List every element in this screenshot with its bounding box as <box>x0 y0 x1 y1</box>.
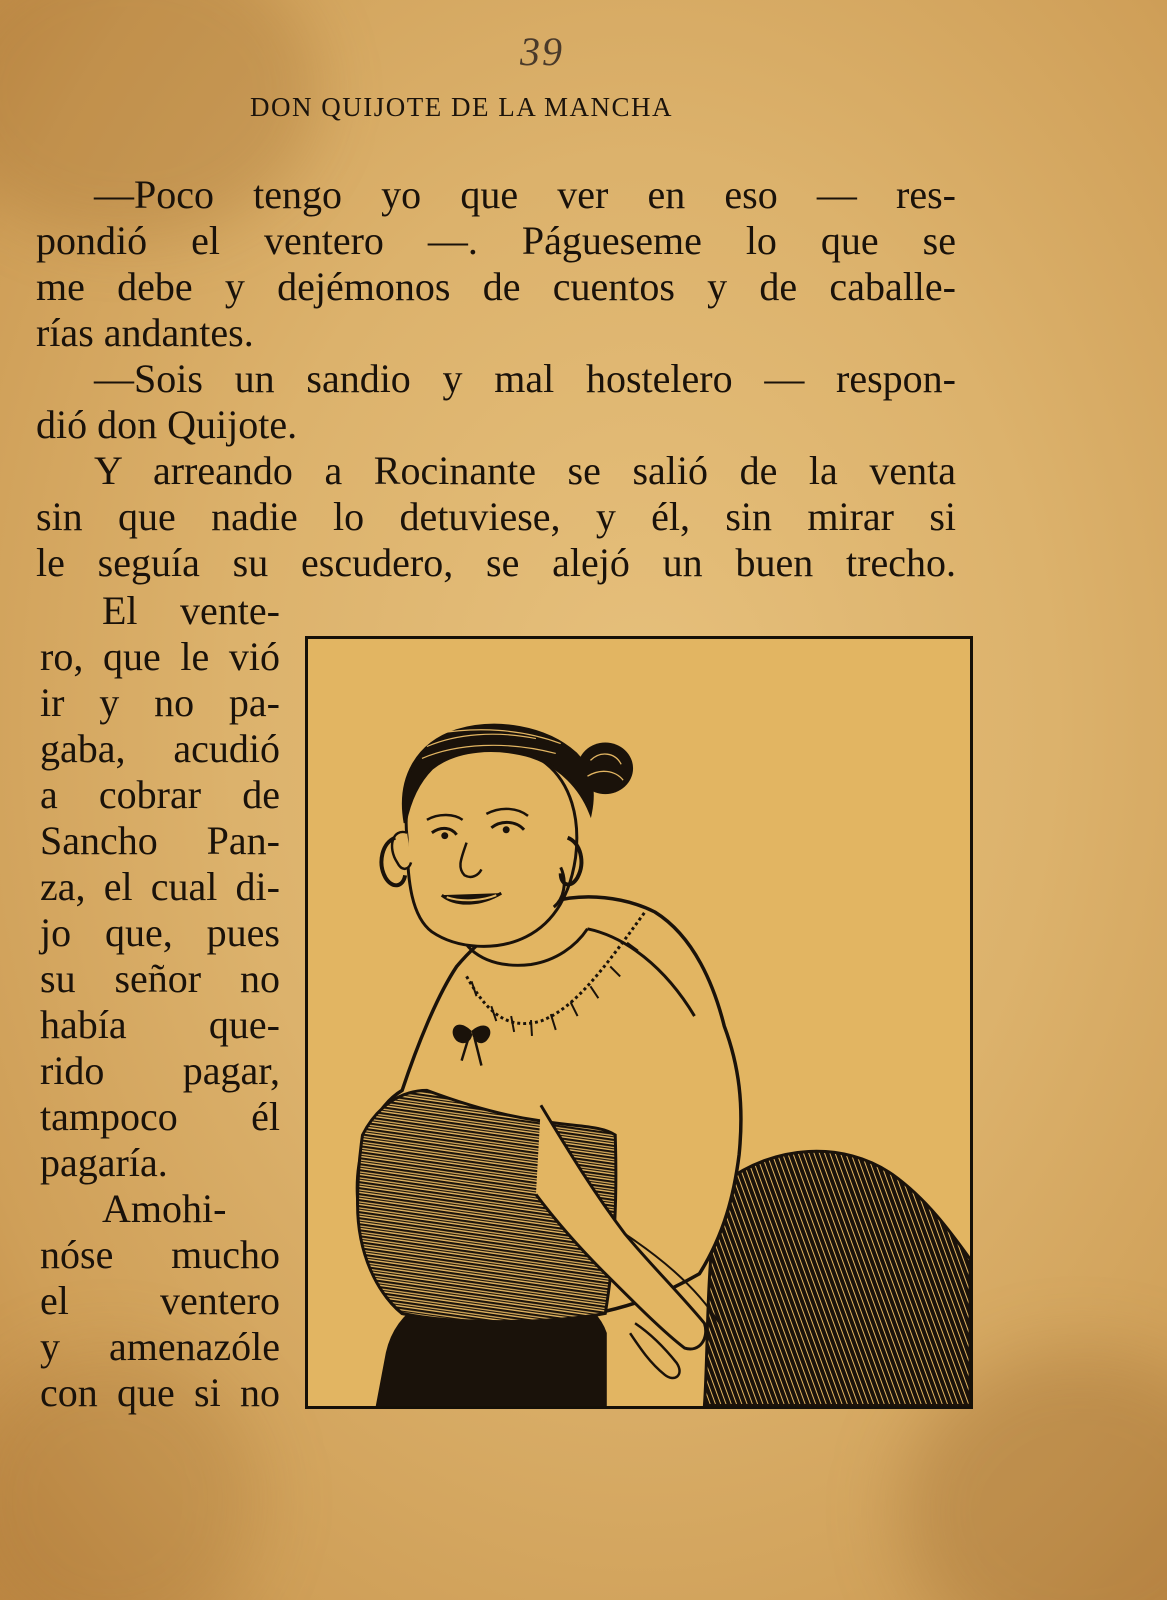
column-line: con que si no <box>40 1370 280 1415</box>
text-line: dió don Quijote. <box>36 402 298 447</box>
column-line: el ventero <box>40 1278 280 1323</box>
page-number: 39 <box>520 29 564 74</box>
text-line: —Sois un sandio y mal hostelero — respon- <box>94 356 956 401</box>
column-line: za, el cual di- <box>40 864 280 909</box>
column-line: su señor no <box>40 956 280 1001</box>
text-line: —Poco tengo yo que ver en eso — res- <box>94 172 956 217</box>
text-line: pondió el ventero —. Págueseme lo que se <box>36 218 956 263</box>
text-line: me debe y dejémonos de cuentos y de caballe- <box>36 264 956 309</box>
column-line: y amenazóle <box>40 1324 280 1369</box>
column-line: había que- <box>40 1002 280 1047</box>
column-line: pagaría. <box>40 1140 168 1185</box>
illustration-plate <box>305 636 973 1409</box>
column-line: Sancho Pan- <box>40 818 280 863</box>
woman-illustration <box>308 639 970 1406</box>
column-line: ro, que le vió <box>40 634 280 679</box>
text-line: sin que nadie lo detuviese, y él, sin mirar si <box>36 494 956 539</box>
column-line: gaba, acudió <box>40 726 280 771</box>
column-line: jo que, pues <box>40 910 280 955</box>
column-line: a cobrar de <box>40 772 280 817</box>
column-line: El vente- <box>102 588 280 633</box>
column-line: rido pagar, <box>40 1048 280 1093</box>
column-line: tampoco él <box>40 1094 280 1139</box>
text-line: le seguía su escudero, se alejó un buen trecho. <box>36 540 956 585</box>
column-line: ir y no pa- <box>40 680 280 725</box>
column-line: Amohi- <box>102 1186 227 1231</box>
text-line: rías andantes. <box>36 310 254 355</box>
column-line: nóse mucho <box>40 1232 280 1277</box>
running-head: DON QUIJOTE DE LA MANCHA <box>250 92 673 122</box>
text-line: Y arreando a Rocinante se salió de la venta <box>94 448 956 493</box>
